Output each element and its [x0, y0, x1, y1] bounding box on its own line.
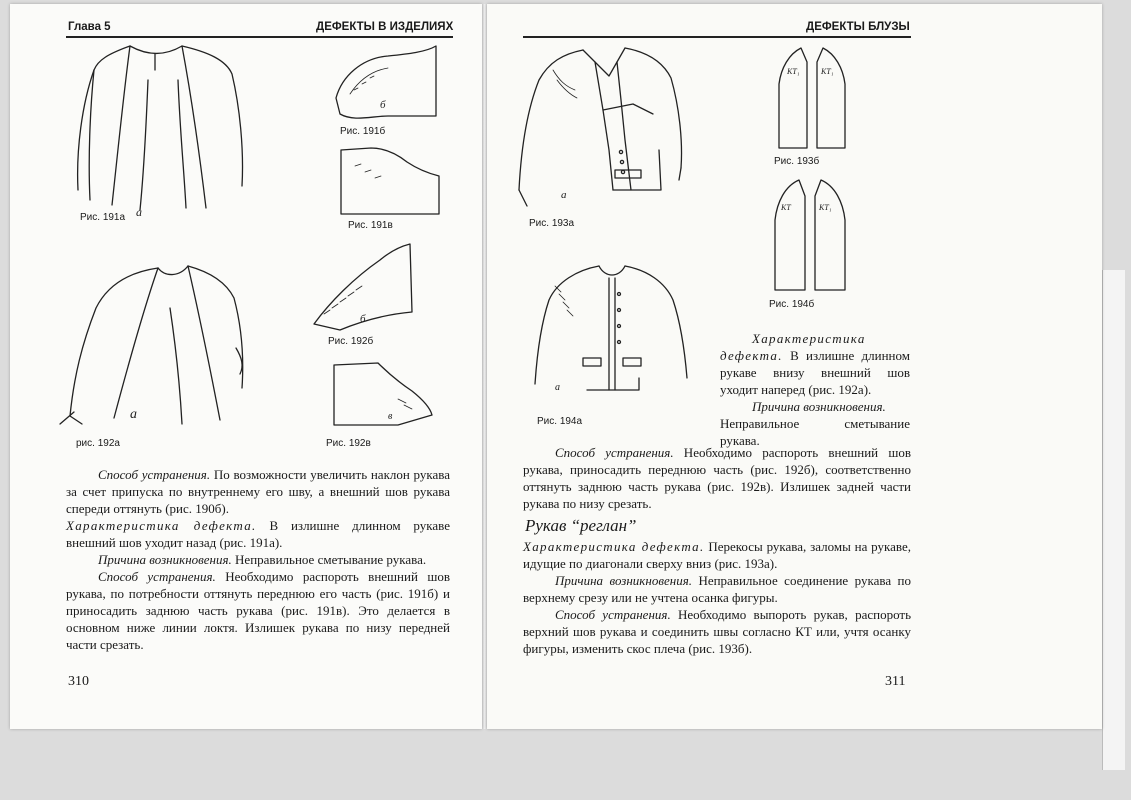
left-body-text [66, 466, 450, 653]
paragraph: Характеристика дефекта. Перекосы рукава, заломы на рукаве, идущие по диагонали сверху вниз (рис. 193а). [523, 539, 911, 571]
header-rule [523, 36, 911, 38]
kt-mark: КТ [781, 203, 791, 212]
caption-fig-193a: Рис. 193а [529, 218, 575, 229]
figure-193b-drawing [775, 44, 851, 154]
caption-fig-194b: Рис. 194б [769, 299, 815, 310]
letter-a: а [561, 189, 567, 201]
letter-b: б [360, 313, 366, 325]
side-text [720, 330, 910, 449]
paragraph: Способ устранения. Необходимо выпороть рукав, распороть верхний шов рукава и соединить швы согласно КТ или, учтя осанку фигуры, изменить скос плеча (рис. 193б). [523, 607, 912, 656]
figure-194a-drawing [527, 254, 717, 414]
figure-192v-drawing [328, 359, 438, 433]
chapter-label: Глава 5 [68, 21, 111, 33]
left-page [10, 4, 482, 729]
caption-fig-194a: Рис. 194а [537, 416, 583, 427]
caption-fig-192b: Рис. 192б [328, 336, 374, 347]
kt-mark: КТ₁ [821, 67, 834, 76]
figure-191a-drawing [60, 40, 270, 220]
kt-mark: КТ₁ [819, 203, 832, 212]
page-number: 310 [68, 674, 89, 689]
letter-b: б [380, 99, 386, 111]
right-body-text-1 [523, 444, 911, 512]
letter-a: а [136, 205, 142, 219]
paragraph: Способ устранения. Необходимо распороть внешний шов рукава, приносадить переднюю часть (рис. 192б), соответственно оттянуть заднюю часть рукава (рис. 192в). Излишек задней части рукава по низу срезать. [523, 445, 911, 511]
figure-194b-drawing [771, 176, 851, 296]
running-head-title: ДЕФЕКТЫ В ИЗДЕЛИЯХ [316, 21, 454, 33]
paragraph: Причина возникновения. [752, 399, 886, 414]
figure-191v-drawing [335, 144, 445, 218]
right-page [487, 4, 1102, 729]
right-body-text-2 [523, 538, 911, 657]
caption-fig-193b: Рис. 193б [774, 156, 820, 167]
paragraph: Характеристика дефекта. В излишне длинном рукаве внешний шов уходит назад (рис. 191а). [66, 518, 450, 550]
caption-fig-192v: Рис. 192в [326, 438, 371, 449]
paragraph: Причина возникновения. Неправильное сметывание рукава. [98, 552, 427, 567]
section-heading: Рукав “реглан” [525, 516, 637, 535]
letter-a: а [130, 407, 137, 422]
caption-fig-191a: Рис. 191а [80, 212, 126, 223]
figure-192a-drawing [60, 248, 270, 436]
header-rule [66, 36, 453, 38]
paragraph: Способ устранения. По возможности увеличить наклон рукава за счет припуска по внутреннему его шву, а внешний шов рукава спереди оттянуть (рис. 190б). [66, 467, 451, 516]
figure-193a-drawing [513, 40, 713, 216]
running-head-title: ДЕФЕКТЫ БЛУЗЫ [806, 21, 910, 33]
paragraph: Характеристика дефекта. В излишне длинном рукаве внизу внешний шов уходит наперед (рис. 192а). [720, 331, 910, 397]
caption-fig-191v: Рис. 191в [348, 220, 393, 231]
figure-192b-drawing [310, 238, 420, 334]
letter-v: в [388, 411, 393, 422]
kt-mark: КТ₁ [787, 67, 800, 76]
paragraph: Неправильное сметывание рукава. [720, 416, 910, 448]
caption-fig-191b: Рис. 191б [340, 126, 386, 137]
caption-fig-192a: рис. 192а [76, 438, 120, 449]
page-edge [1102, 270, 1125, 770]
letter-a: а [555, 382, 560, 393]
page-number: 311 [885, 674, 906, 689]
paragraph: Причина возникновения. Неправильное соединение рукава по верхнему срезу или не учтена осанка фигуры. [523, 573, 911, 605]
paragraph: Способ устранения. Необходимо распороть внешний шов рукава, по потребности оттянуть переднюю его часть (рис. 191б) и приносадить заднюю часть рукава (рис. 191в). Это делается в основном ниже линии локтя. Излишек рукава по низу передней части срезать. [66, 569, 450, 652]
figure-191b-drawing [328, 42, 448, 124]
